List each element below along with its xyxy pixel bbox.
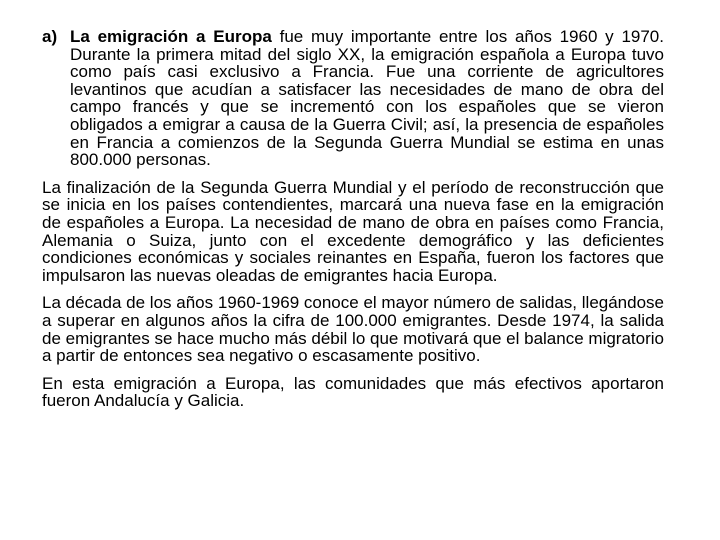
list-item-body: fue muy importante entre los años 1960 y 1970. Durante la primera mitad del siglo XX, la emigración española a Europa tuvo como país casi exclusivo a Francia. Fue una corriente de agricultores levantinos que acudían a satisfacer las necesidades de mano de obra del campo francés y que se incrementó con los españoles que se vieron obligados a emigrar a causa de la Guerra Civil; así, la presencia de españoles en Francia a comienzos de la Segunda Guerra Mundial se estima en unas 800.000 personas. [70,27,664,170]
slide-body [42,28,664,420]
paragraph-postwar: La finalización de la Segunda Guerra Mundial y el período de reconstrucción que se inicia en los países contendientes, marcará una nueva fase en la emigración de españoles a Europa. La necesidad de mano de obra en países como Francia, Alemania o Suiza, junto con el excedente demográfico y las deficientes condiciones económicas y sociales reinantes en España, fueron los factores que impulsaron las nuevas oleadas de emigrantes hacia Europa. [42,177,664,285]
paragraph-communities: En esta emigración a Europa, las comunidades que más efectivos aportaron fueron Andalucía y Galicia. [42,373,664,411]
list-item-heading: La emigración a Europa [70,27,272,46]
paragraph-sixties: La década de los años 1960-1969 conoce el mayor número de salidas, llegándose a superar en algunos años la cifra de 100.000 emigrantes. Desde 1974, la salida de emigrantes se hace mucho más débil lo que motivará que el balance migratorio a partir de entonces sea negativo o escasamente positivo. [42,293,664,366]
list-marker: a) [42,27,58,46]
list-item-text [70,28,664,169]
list-item-a [42,28,664,169]
